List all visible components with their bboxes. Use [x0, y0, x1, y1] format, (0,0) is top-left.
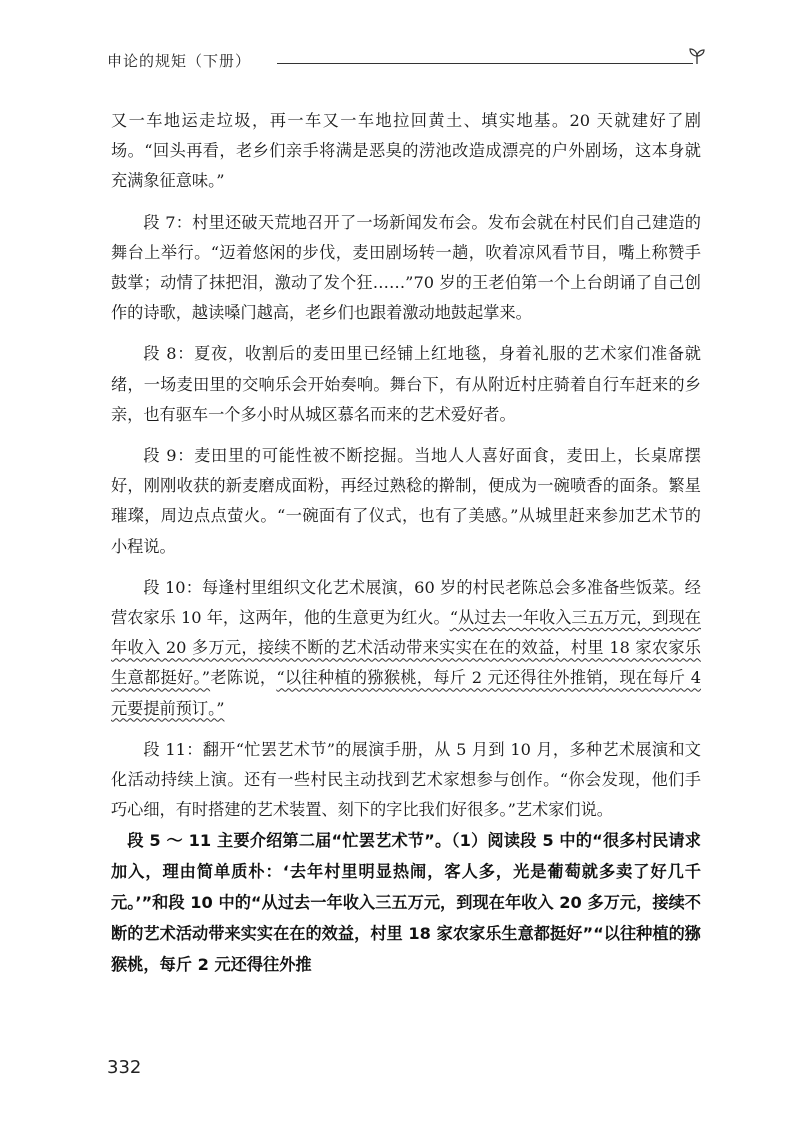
exercise-question [111, 825, 701, 980]
header-rule [277, 63, 693, 64]
question-text: 段 5 ～ 11 主要介绍第二届“忙罢艺术节”。（1）阅读段 5 中的“很多村民请求加入，理由简单质朴：‘去年村里明显热闹，客人多，光是葡萄就多卖了好几千元。’”和段 10 中的“从过去一年收入三五万元，到现在年收入 20 多万元，接续不断的艺术活动带来实实在在的效益，村里 18 家农家乐生意都挺好”“以往种植的猕猴桃，每斤 2 元还得往外推 [111, 831, 701, 974]
paragraph-7: 段 7：村里还破天荒地召开了一场新闻发布会。发布会就在村民们自己建造的舞台上举行。“迈着悠闲的步伐，麦田剧场转一趟，吹着凉风看节目，嘴上称赞手鼓掌；动情了抹把泪，激动了发个狂……”70 岁的王老伯第一个上台朗诵了自己创作的诗歌，越读嗓门越高，老乡们也跟着激动地鼓起掌来。 [111, 212, 701, 323]
paragraph-10 [111, 573, 701, 724]
paragraph-10-text-b: 老陈说， [210, 668, 277, 688]
article-body [111, 106, 701, 825]
paragraph-9: 段 9：麦田里的可能性被不断挖掘。当地人人喜好面食，麦田上，长桌席摆好，刚刚收获的新麦磨成面粉，再经过熟稔的擀制，便成为一碗喷香的面条。繁星璀璨，周边点点萤火。“一碗面有了仪式，也有了美感。”从城里赶来参加艺术节的小程说。 [111, 446, 701, 556]
running-header [107, 46, 707, 76]
page-number: 332 [107, 1057, 142, 1078]
paragraph-continued: 又一车地运走垃圾，再一车又一车地拉回黄土、填实地基。20 天就建好了剧场。“回头再看，老乡们亲手将满是恶臭的涝池改造成漂亮的户外剧场，这本身就充满象征意味。” [111, 111, 701, 191]
paragraph-10-text-a: 段 10：每逢村里组织文化艺术展演，60 岁的村民老陈总会多准备些饭菜。经营农家乐 10 年，这两年，他的生意更为红火。 [111, 577, 701, 628]
paragraph-8: 段 8：夏夜，收割后的麦田里已经铺上红地毯，身着礼服的艺术家们准备就绪，一场麦田里的交响乐会开始奏响。舞台下，有从附近村庄骑着自行车赶来的乡亲，也有驱车一个多小时从城区慕名而来的艺术爱好者。 [111, 344, 701, 424]
paragraph-10-underlined-quote-1: “从过去一年收入三五万元，到现在年收入 20 多万元，接续不断的艺术活动带来实实在在的效益，村里 18 家农家乐生意都挺好。” [111, 608, 701, 688]
book-title: 申论的规矩（下册） [107, 52, 252, 70]
paragraph-11: 段 11：翻开“忙罢艺术节”的展演手册，从 5 月到 10 月，多种艺术展演和文化活动持续上演。还有一些村民主动找到艺术家想参与创作。“你会发现，他们手巧心细，有时搭建的艺术装置、刻下的字比我们好很多。”艺术家们说。 [111, 739, 701, 820]
paragraph-10-underlined-quote-2: “以往种植的猕猴桃，每斤 2 元还得往外推销，现在每斤 4 元要提前预订。” [111, 668, 702, 718]
sprout-icon [687, 46, 707, 66]
